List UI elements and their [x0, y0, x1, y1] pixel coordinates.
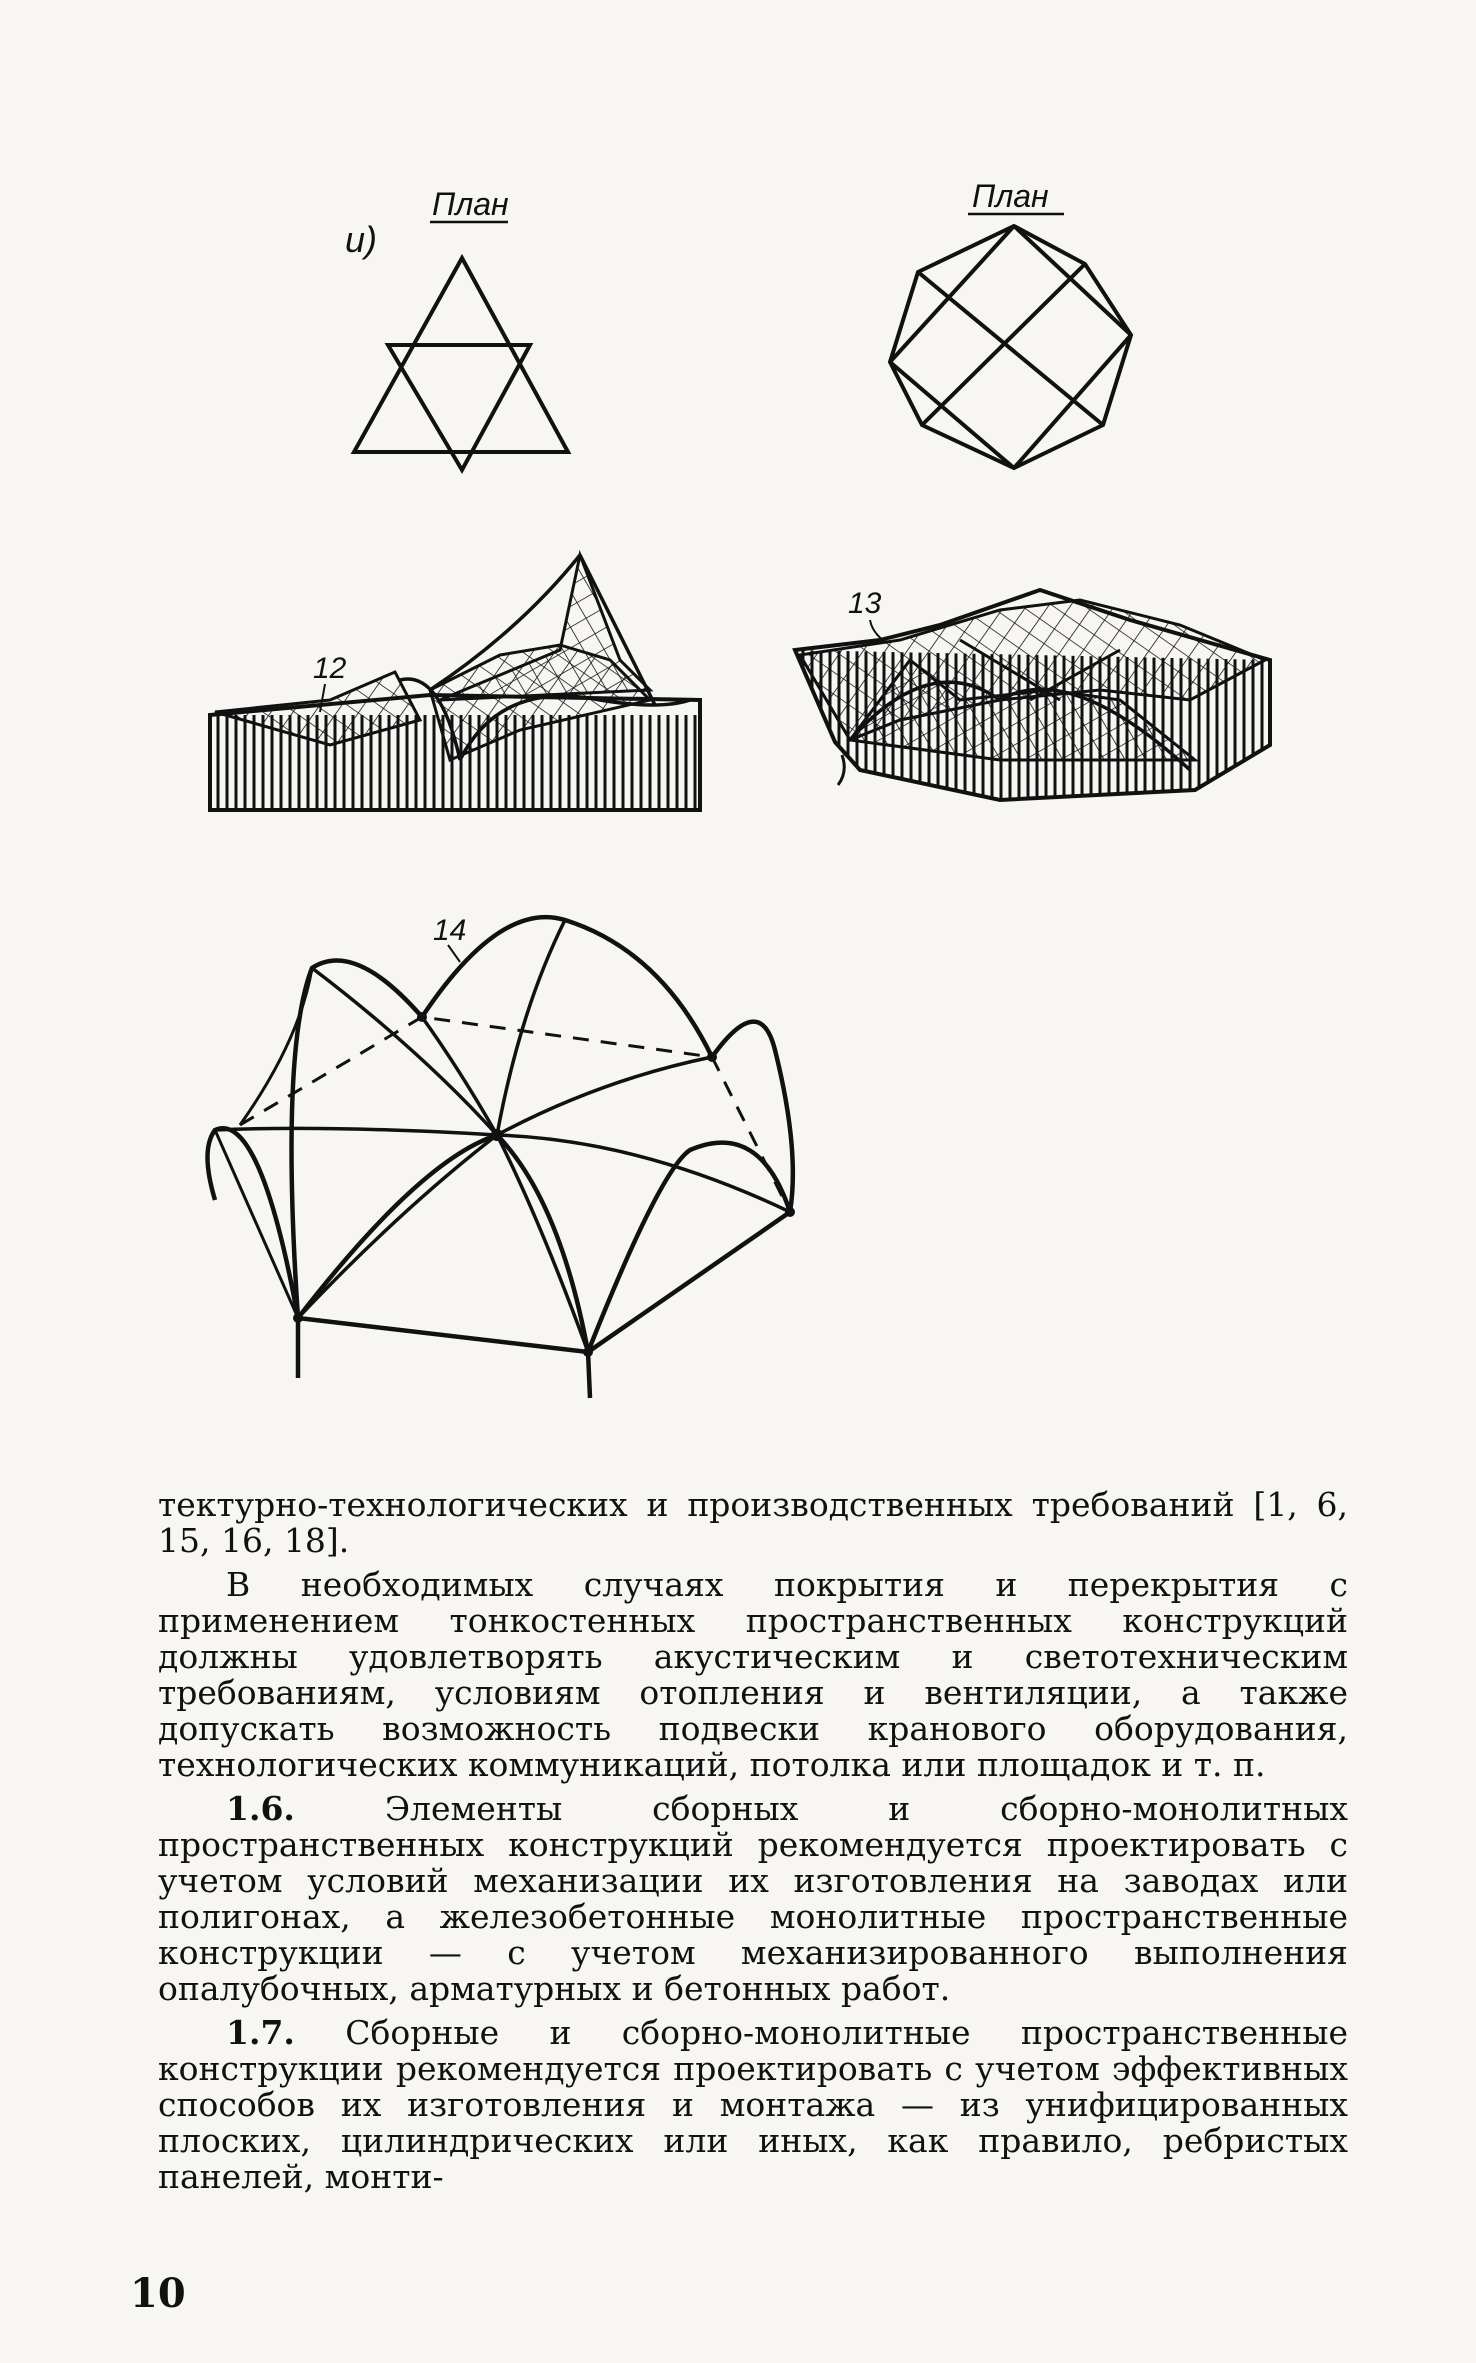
drawing-14-nodes [293, 1012, 795, 1357]
drawing-14 [208, 917, 793, 1398]
paragraph-requirements: В необходимых случаях покрытия и перекрытия с применением тонкостенных пространственных конструкций должны удовлетворять акустическим и светотехническим требованиям, условиям отопления и вентиляции, а также допускать возможность подвески кранового оборудования, технологических коммуникаций, потолка или площадок и т. п. [158, 1565, 1348, 1784]
paragraph-1-6 [158, 1791, 1348, 2007]
drawing-13 [795, 590, 1270, 800]
clause-number: 1.6. [226, 1789, 295, 1828]
plan-octagon [890, 226, 1131, 468]
paragraph-1-7 [158, 2015, 1348, 2195]
callout-12: 12 [313, 652, 347, 685]
plan-label-right: План [972, 178, 1049, 214]
drawing-12 [210, 555, 700, 810]
callout-14: 14 [433, 914, 467, 947]
body-text [158, 1487, 1348, 2195]
page-number: 10 [130, 2270, 186, 2317]
panel-letter: и) [345, 219, 378, 260]
plan-label-left: План [432, 186, 509, 222]
clause-text: Сборные и сборно-монолитные пространственные конструкции рекомендуется проектировать с учетом эффективных способов их изготовления и монтажа — из унифицированных плоских, цилиндрических или иных, как правило, ребристых панелей, монти- [158, 2013, 1348, 2196]
paragraph-continued: тектурно-технологических и производственных требований [1, 6, 15, 16, 18]. [158, 1485, 1348, 1560]
callout-13: 13 [848, 587, 882, 620]
clause-text: Элементы сборных и сборно-монолитных пространственных конструкций рекомендуется проектировать с учетом условий механизации их изготовления на заводах или полигонах, а железобетонные монолитные пространственные конструкции — с учетом механизированного выполнения опалубочных, арматурных и бетонных работ. [158, 1789, 1348, 2008]
plan-star-hexagram [354, 258, 568, 470]
clause-number: 1.7. [226, 2013, 295, 2052]
